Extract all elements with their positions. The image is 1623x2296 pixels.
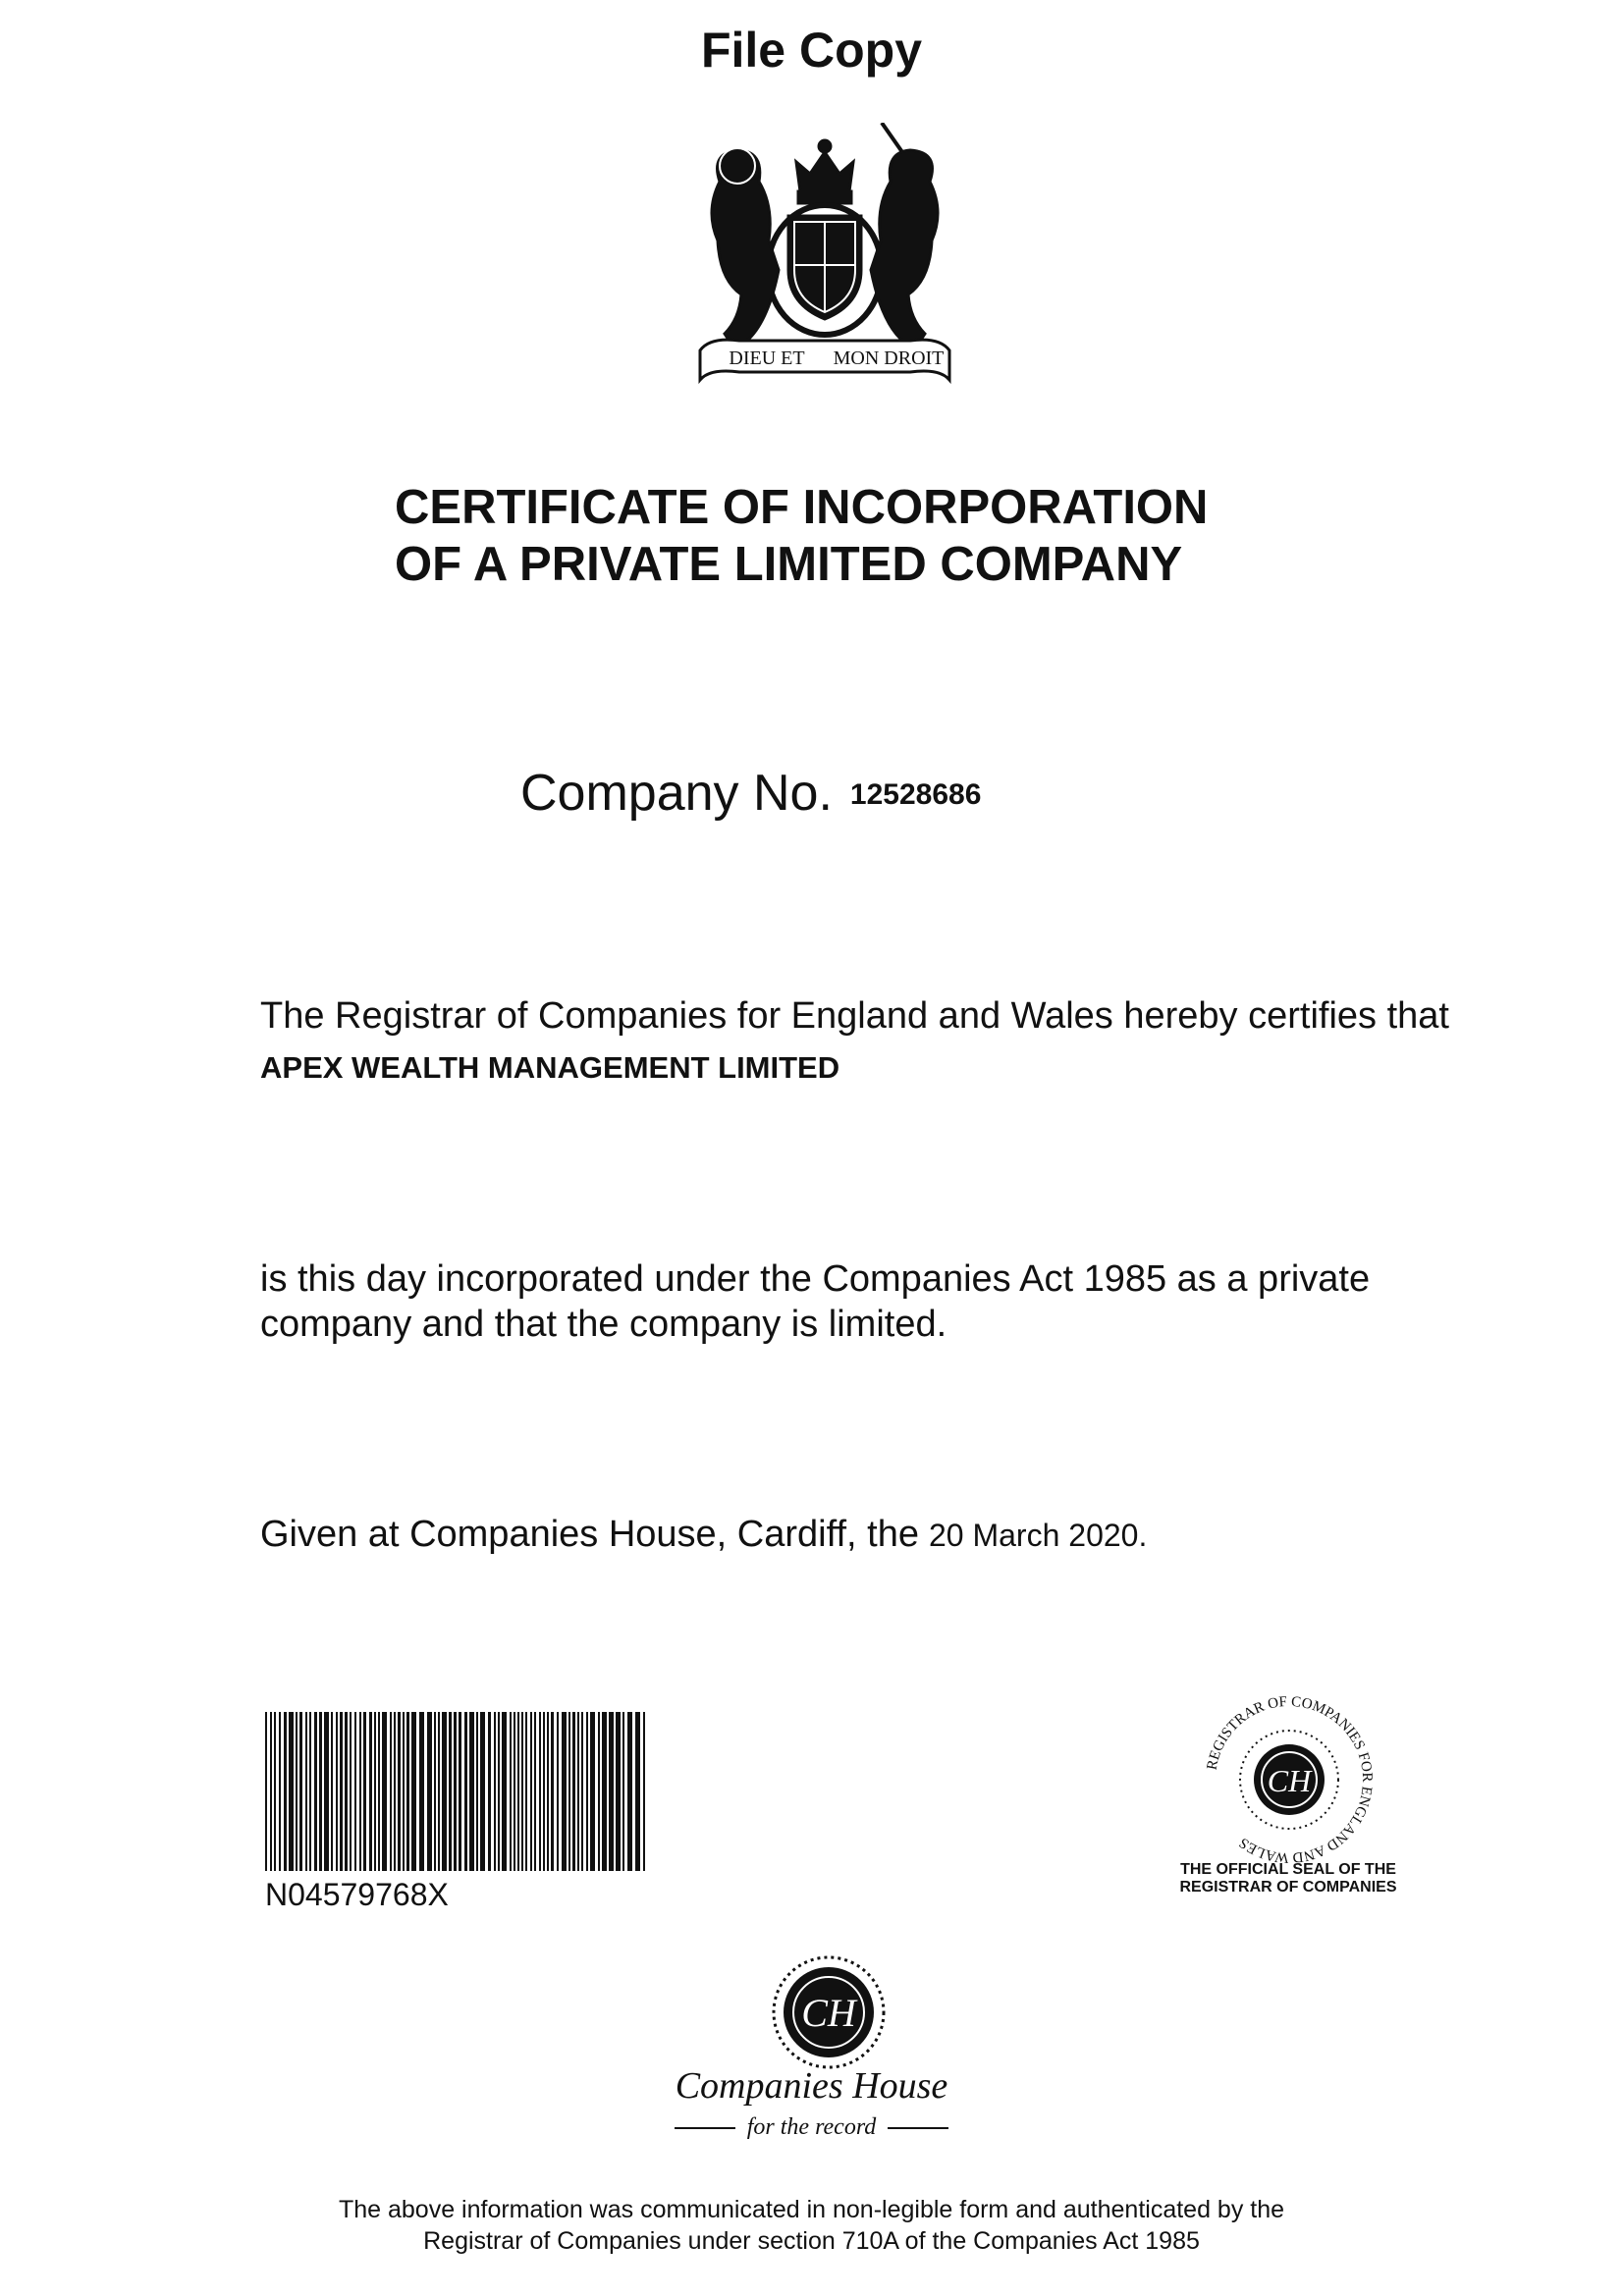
barcode-bar: [336, 1712, 338, 1871]
barcode-bar: [609, 1712, 614, 1871]
barcode-bar: [643, 1712, 645, 1871]
barcode-bar: [488, 1712, 491, 1871]
barcode-bar: [454, 1712, 457, 1871]
barcode-bar: [498, 1712, 500, 1871]
barcode-bar: [572, 1712, 575, 1871]
barcode-bar: [354, 1712, 356, 1871]
seal-ring-text: REGISTRAR OF COMPANIES FOR ENGLAND AND WALES: [1204, 1693, 1376, 1866]
barcode-bar: [284, 1712, 287, 1871]
barcode-bar: [442, 1712, 447, 1871]
barcode-bar: [525, 1712, 527, 1871]
given-date: 20 March 2020.: [928, 1518, 1148, 1553]
footer-line-2: Registrar of Companies under section 710A of the Companies Act 1985: [423, 2227, 1200, 2255]
barcode-bar: [547, 1712, 549, 1871]
barcode-bar: [622, 1712, 624, 1871]
company-no-value: 12528686: [849, 778, 982, 811]
barcode-bar: [434, 1712, 436, 1871]
barcode-bar: [270, 1712, 272, 1871]
incorporation-line-1: is this day incorporated under the Companies Act 1985 as a private: [260, 1258, 1371, 1300]
official-seal: [1186, 1686, 1392, 1873]
file-copy-heading: File Copy: [700, 23, 923, 78]
company-no-label: Company No.: [520, 765, 833, 822]
barcode-bar: [419, 1712, 424, 1871]
given-statement: [260, 1514, 1147, 1556]
barcode-bar: [411, 1712, 416, 1871]
barcode-bar: [314, 1712, 317, 1871]
barcode-bar: [562, 1712, 567, 1871]
barcode-bar: [557, 1712, 559, 1871]
barcode-bar: [539, 1712, 541, 1871]
barcode-bar: [459, 1712, 461, 1871]
barcode-bar: [394, 1712, 396, 1871]
barcode-bar: [568, 1712, 570, 1871]
certificate-title: [395, 479, 1208, 593]
incorporation-statement: [260, 1256, 1370, 1347]
barcode-bar: [476, 1712, 478, 1871]
barcode-bar: [551, 1712, 554, 1871]
barcode-bar: [534, 1712, 536, 1871]
seal-caption-line-2: REGISTRAR OF COMPANIES: [1179, 1879, 1397, 1896]
barcode-bar: [449, 1712, 452, 1871]
barcode-bar: [517, 1712, 519, 1871]
barcode-bar: [289, 1712, 294, 1871]
barcode: [265, 1712, 648, 1871]
barcode-bar: [305, 1712, 307, 1871]
companies-house-tagline: [0, 2114, 1623, 2141]
barcode-bar: [309, 1712, 311, 1871]
barcode-bar: [369, 1712, 372, 1871]
given-prefix: Given at Companies House, Cardiff, the: [260, 1514, 919, 1555]
barcode-bar: [510, 1712, 512, 1871]
barcode-bar: [363, 1712, 366, 1871]
barcode-bar: [378, 1712, 380, 1871]
barcode-bar: [438, 1712, 440, 1871]
barcode-bar: [299, 1712, 302, 1871]
barcode-bar: [427, 1712, 432, 1871]
barcode-bar: [398, 1712, 401, 1871]
motto-left: DIEU ET: [729, 347, 805, 369]
certify-statement: The Registrar of Companies for England and Wales hereby certifies that: [260, 995, 1449, 1037]
barcode-bar: [382, 1712, 387, 1871]
barcode-bar: [359, 1712, 361, 1871]
seal-caption-line-1: THE OFFICIAL SEAL OF THE: [1180, 1861, 1396, 1878]
footer-note: [0, 2194, 1623, 2257]
barcode-bar: [345, 1712, 348, 1871]
barcode-bar: [469, 1712, 474, 1871]
tagline-rule-left: [675, 2127, 735, 2129]
barcode-bar: [319, 1712, 322, 1871]
barcode-bar: [480, 1712, 485, 1871]
barcode-bar: [590, 1712, 595, 1871]
company-number: [520, 764, 981, 823]
barcode-bar: [406, 1712, 409, 1871]
motto-right: MON DROIT: [833, 347, 945, 369]
barcode-bar: [279, 1712, 281, 1871]
barcode-bar: [374, 1712, 376, 1871]
barcode-bar: [627, 1712, 632, 1871]
companies-house-name: Companies House: [675, 2065, 948, 2107]
barcode-bar: [521, 1712, 523, 1871]
companies-house-logo: [770, 1953, 888, 2071]
barcode-number: N04579768X: [265, 1877, 449, 1912]
barcode-bar: [274, 1712, 276, 1871]
barcode-bar: [543, 1712, 545, 1871]
barcode-bar: [616, 1712, 621, 1871]
barcode-bar: [403, 1712, 405, 1871]
barcode-bar: [324, 1712, 329, 1871]
seal-caption: [1131, 1861, 1445, 1896]
company-name: APEX WEALTH MANAGEMENT LIMITED: [260, 1050, 840, 1085]
barcode-bar: [602, 1712, 607, 1871]
seal-monogram: CH: [1267, 1763, 1312, 1798]
tagline-text: for the record: [746, 2114, 877, 2140]
barcode-bar: [350, 1712, 352, 1871]
barcode-bar: [265, 1712, 267, 1871]
barcode-bar: [514, 1712, 515, 1871]
barcode-bar: [464, 1712, 467, 1871]
barcode-bar: [390, 1712, 392, 1871]
barcode-bar: [331, 1712, 333, 1871]
barcode-bar: [296, 1712, 298, 1871]
barcode-bar: [598, 1712, 600, 1871]
footer-line-1: The above information was communicated in non-legible form and authenticated by the: [338, 2196, 1285, 2223]
barcode-bar: [530, 1712, 532, 1871]
barcode-bar: [502, 1712, 507, 1871]
ch-monogram: CH: [801, 1991, 856, 2035]
barcode-bar: [635, 1712, 640, 1871]
tagline-rule-right: [888, 2127, 948, 2129]
barcode-bar: [581, 1712, 583, 1871]
royal-coat-of-arms: [680, 123, 969, 390]
barcode-bar: [586, 1712, 588, 1871]
barcode-bar: [494, 1712, 496, 1871]
title-line-2: OF A PRIVATE LIMITED COMPANY: [395, 538, 1183, 591]
incorporation-line-2: company and that the company is limited.: [260, 1304, 947, 1345]
title-line-1: CERTIFICATE OF INCORPORATION: [395, 481, 1209, 534]
barcode-bar: [577, 1712, 579, 1871]
barcode-bar: [340, 1712, 343, 1871]
